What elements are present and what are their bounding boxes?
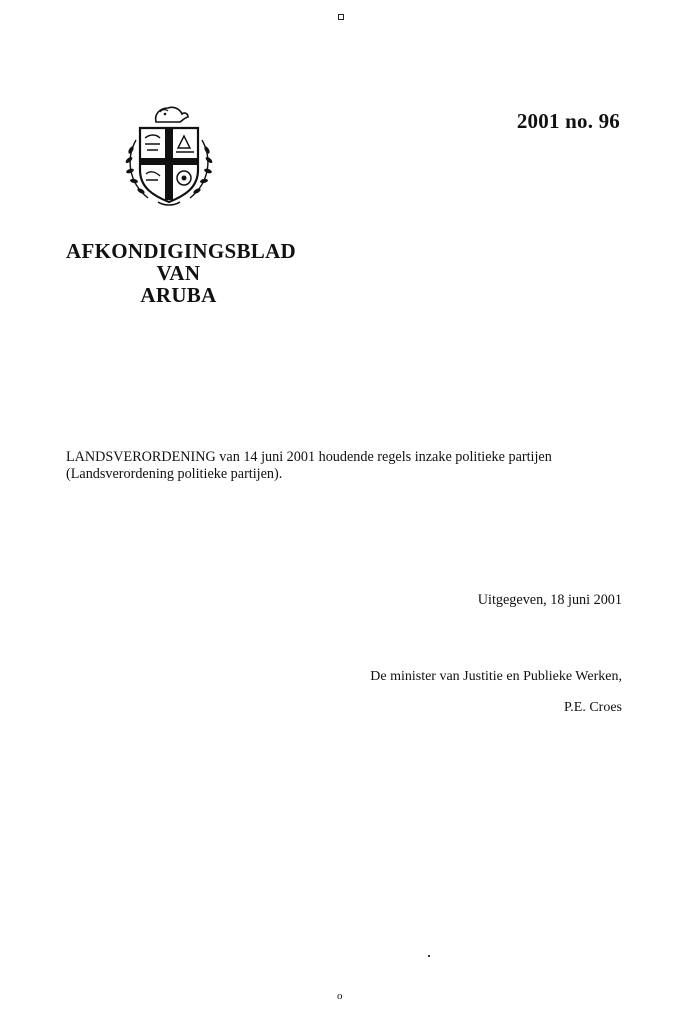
masthead-line: ARUBA (140, 283, 217, 307)
aruba-coat-of-arms-icon (118, 100, 220, 210)
scan-registration-mark (338, 14, 344, 20)
page-footer-mark: o (337, 990, 343, 1002)
scan-speck (428, 955, 430, 957)
ordinance-line: LANDSVERORDENING van 14 juni 2001 houdende regels inzake politieke partijen (66, 449, 552, 465)
masthead-line: VAN (156, 261, 201, 285)
masthead-line: AFKONDIGINGSBLAD (66, 239, 296, 263)
publication-date: Uitgegeven, 18 juni 2001 (477, 592, 622, 608)
masthead-title (66, 239, 296, 307)
issue-number: 2001 no. 96 (516, 109, 620, 133)
signatory-name: P.E. Croes (564, 700, 622, 715)
ordinance-line: (Landsverordening politieke partijen). (66, 466, 283, 482)
ordinance-title (66, 449, 622, 483)
minister-line: De minister van Justitie en Publieke Werken, (370, 669, 622, 684)
